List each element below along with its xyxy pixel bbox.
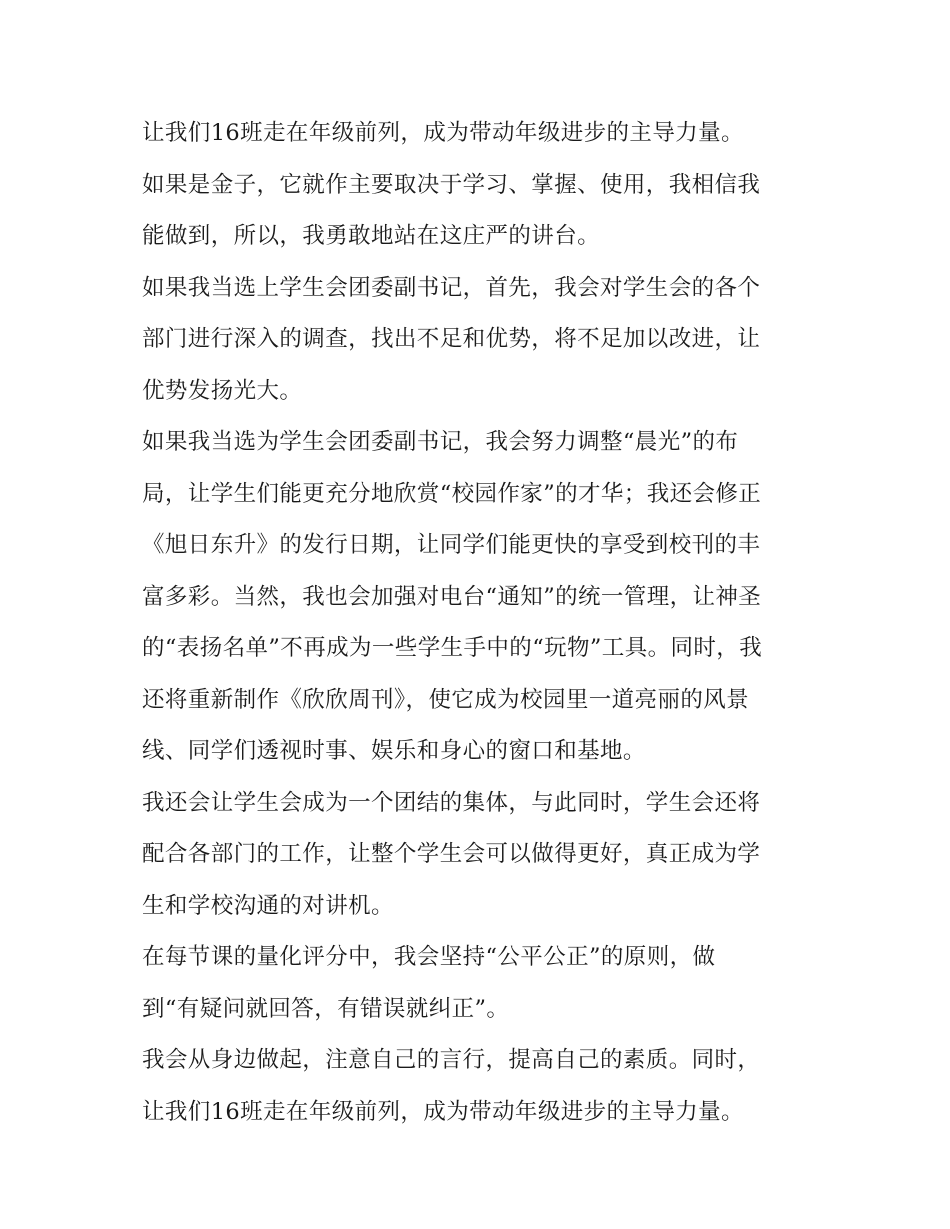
text-line: 在每节课的量化评分中，我会坚持“公平公正”的原则，做 [142,944,716,970]
text-line: 局，让学生们能更充分地欣赏“校园作家”的才华；我还会修正 [142,480,762,507]
text-line: 配合各部门的工作，让整个学生会可以做得更好，真正成为学 [142,841,761,867]
text-line: 如果是金子，它就作主要取决于学习、掌握、使用，我相信我 [142,171,761,198]
text-line: 部门进行深入的调查，找出不足和优势，将不足加以改进，让 [142,326,761,352]
text-line: 富多彩。当然，我也会加强对电台“通知”的统一管理，让神圣 [142,583,762,610]
text-line: 我会从身边做起，注意自己的言行，提高自己的素质。同时， [142,1047,761,1073]
text-line: 优势发扬光大。 [142,377,303,404]
text-line: 能做到，所以，我勇敢地站在这庄严的讲台。 [142,223,601,249]
text-line: 如果我当选为学生会团委副书记，我会努力调整“晨光”的布 [142,429,739,455]
text-line: 的“表扬名单”不再成为一些学生手中的“玩物”工具。同时，我 [142,635,763,661]
text-line: 生和学校沟通的对讲机。 [142,892,394,919]
text-line: 还将重新制作《欣欣周刊》，使它成为校园里一道亮丽的风景 [142,686,750,713]
text-line: 线、同学们透视时事、娱乐和身心的窗口和基地。 [142,738,646,764]
text-line: 让我们16班走在年级前列，成为带动年级进步的主导力量。 [142,1098,744,1125]
text-line: 我还会让学生会成为一个团结的集体，与此同时，学生会还将 [142,789,761,816]
text-line: 到“有疑问就回答，有错误就纠正”。 [142,995,510,1022]
text-line: 如果我当选上学生会团委副书记，首先，我会对学生会的各个 [142,274,761,301]
document-body [142,108,822,1138]
text-line: 《旭日东升》的发行日期，让同学们能更快的享受到校刊的丰 [142,532,761,558]
text-line: 让我们16班走在年级前列，成为带动年级进步的主导力量。 [142,120,744,146]
